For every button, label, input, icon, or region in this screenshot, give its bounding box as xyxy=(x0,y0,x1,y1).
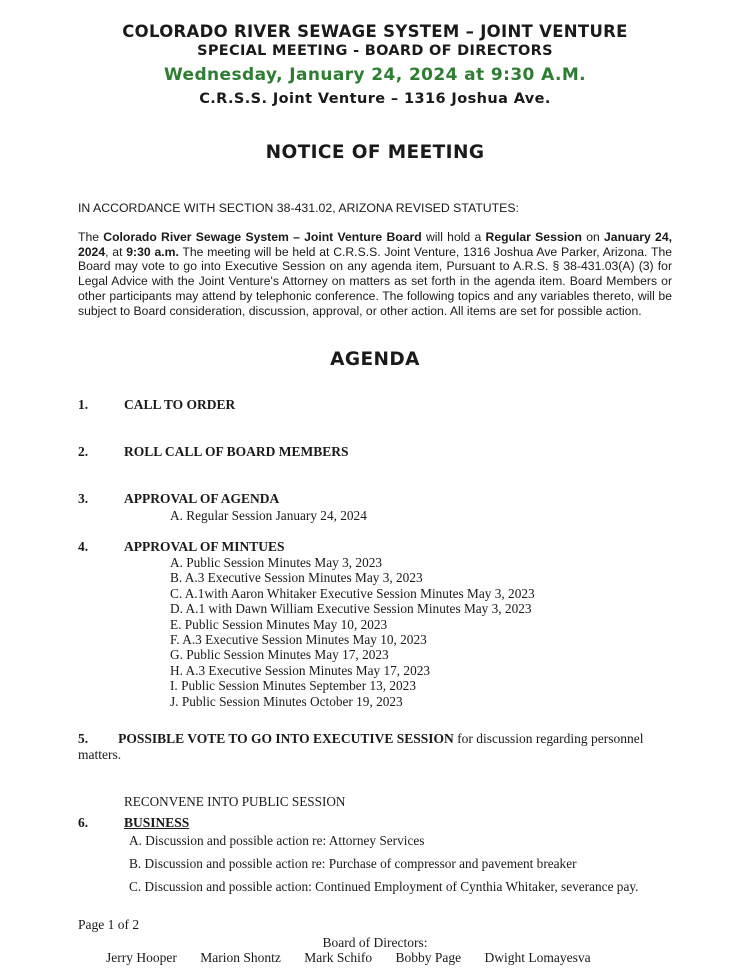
list-item: I. Public Session Minutes September 13, 2023 xyxy=(170,678,416,694)
agenda-sublist xyxy=(170,508,367,523)
list-item: B. Discussion and possible action re: Purchase of compressor and pavement breaker xyxy=(129,856,577,871)
list-item: C. Discussion and possible action: Continued Employment of Cynthia Whitaker, severance pay. xyxy=(129,879,639,894)
item-approval-of-minutes: APPROVAL OF MINTUES xyxy=(124,539,285,554)
page-number: Page 1 of 2 xyxy=(78,917,140,932)
meeting-type: SPECIAL MEETING - BOARD OF DIRECTORS xyxy=(197,43,553,59)
item-description: for discussion regarding personnel matters. xyxy=(78,731,644,762)
list-item: D. A.1 with Dawn William Executive Session Minutes May 3, 2023 xyxy=(170,601,532,617)
org-title: COLORADO RIVER SEWAGE SYSTEM – JOINT VENTURE xyxy=(122,22,628,41)
item-title: POSSIBLE VOTE TO GO INTO EXECUTIVE SESSION xyxy=(118,731,454,746)
item-number: 5. xyxy=(78,731,89,746)
notice-paragraph xyxy=(78,230,672,318)
list-item: E. Public Session Minutes May 10, 2023 xyxy=(170,616,388,632)
para-text: , at xyxy=(105,244,127,259)
board-label: Board of Directors: xyxy=(322,935,428,950)
para-text: on xyxy=(581,230,605,244)
session-date: January 24, 2024 xyxy=(78,230,672,259)
statute-line: IN ACCORDANCE WITH SECTION 38-431.02, ARIZONA REVISED STATUTES: xyxy=(78,201,519,215)
board-member: Marion Shontz xyxy=(200,950,281,965)
reconvene-line: RECONVENE INTO PUBLIC SESSION xyxy=(124,794,346,809)
session-type: Regular Session xyxy=(485,230,582,244)
para-text: The meeting will be held at C.R.S.S. Joint Venture, 1316 Joshua Ave Parker, Arizona. The Board may vote to go into Executive Session on any agenda item, Pursuant to A.R.S. § 38-431.03(A) (3) for Legal Advice with the Joint Venture's Attorney on matters as set forth in the agenda item. Board Members or other participants may attend by telephonic conference. The following topics and any variables thereto, will be subject to Board consideration, discussion, approval, or other action. All items are set for possible action. xyxy=(78,244,672,318)
list-item: F. A.3 Executive Session Minutes May 10, 2023 xyxy=(170,632,427,648)
notice-title: NOTICE OF MEETING xyxy=(265,142,485,163)
item-number: 1. xyxy=(78,397,89,412)
item-roll-call: ROLL CALL OF BOARD MEMBERS xyxy=(124,444,349,459)
board-members xyxy=(106,950,611,966)
list-item: B. A.3 Executive Session Minutes May 3, 2023 xyxy=(170,570,423,586)
board-member: Jerry Hooper xyxy=(106,950,177,965)
para-text: will hold a xyxy=(421,230,486,244)
list-item: J. Public Session Minutes October 19, 2023 xyxy=(170,693,403,709)
item-number: 2. xyxy=(78,444,89,459)
board-name: Colorado River Sewage System – Joint Venture Board xyxy=(103,230,422,244)
item-number: 4. xyxy=(78,539,89,554)
minutes-sublist xyxy=(170,555,535,709)
business-sublist xyxy=(129,829,638,898)
list-item: A. Regular Session January 24, 2024 xyxy=(170,508,367,523)
item-executive-session xyxy=(78,731,674,763)
meeting-location: C.R.S.S. Joint Venture – 1316 Joshua Ave. xyxy=(199,91,551,107)
item-call-to-order: CALL TO ORDER xyxy=(124,397,236,412)
item-number: 6. xyxy=(78,815,89,830)
item-business: BUSINESS xyxy=(124,815,190,830)
session-time: 9:30 a.m. xyxy=(126,244,179,259)
board-member: Dwight Lomayesva xyxy=(484,950,591,965)
meeting-date: Wednesday, January 24, 2024 at 9:30 A.M. xyxy=(164,65,586,85)
agenda-title: AGENDA xyxy=(330,349,420,370)
list-item: C. A.1with Aaron Whitaker Executive Session Minutes May 3, 2023 xyxy=(170,585,535,601)
list-item: H. A.3 Executive Session Minutes May 17, 2023 xyxy=(170,662,431,678)
list-item: A. Public Session Minutes May 3, 2023 xyxy=(170,555,383,570)
board-member: Bobby Page xyxy=(395,950,462,965)
item-number: 3. xyxy=(78,491,89,506)
item-approval-of-agenda: APPROVAL OF AGENDA xyxy=(124,491,280,506)
list-item: G. Public Session Minutes May 17, 2023 xyxy=(170,647,389,663)
list-item: A. Discussion and possible action re: Attorney Services xyxy=(129,833,425,848)
board-member: Mark Schifo xyxy=(304,950,373,965)
para-text: The xyxy=(78,230,104,244)
